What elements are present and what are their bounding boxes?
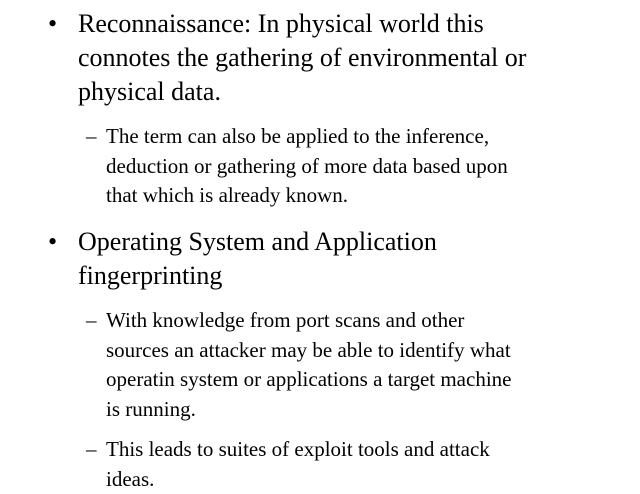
bullet-dot-icon: • xyxy=(48,227,58,256)
subitem-inference xyxy=(86,122,616,211)
bullet-text: Operating System and Application fingerprinting xyxy=(78,227,437,290)
subitem-exploit-tools xyxy=(86,435,616,494)
bullet-reconnaissance xyxy=(48,7,608,109)
bullet-dot-icon: • xyxy=(48,9,58,38)
dash-icon: – xyxy=(86,124,97,148)
dash-icon: – xyxy=(86,308,97,332)
bullet-fingerprinting xyxy=(48,225,608,293)
subitem-port-scans xyxy=(86,306,616,424)
subitem-text: With knowledge from port scans and other sources an attacker may be able to identify what operatin system or applications a target machine is running. xyxy=(106,308,512,421)
subitem-text: This leads to suites of exploit tools and attack ideas. xyxy=(106,437,490,491)
dash-icon: – xyxy=(86,437,97,461)
subitem-text: The term can also be applied to the inference, deduction or gathering of more data based upon that which is already known. xyxy=(106,124,508,207)
bullet-text: Reconnaissance: In physical world this connotes the gathering of environmental or physical data. xyxy=(78,9,527,106)
